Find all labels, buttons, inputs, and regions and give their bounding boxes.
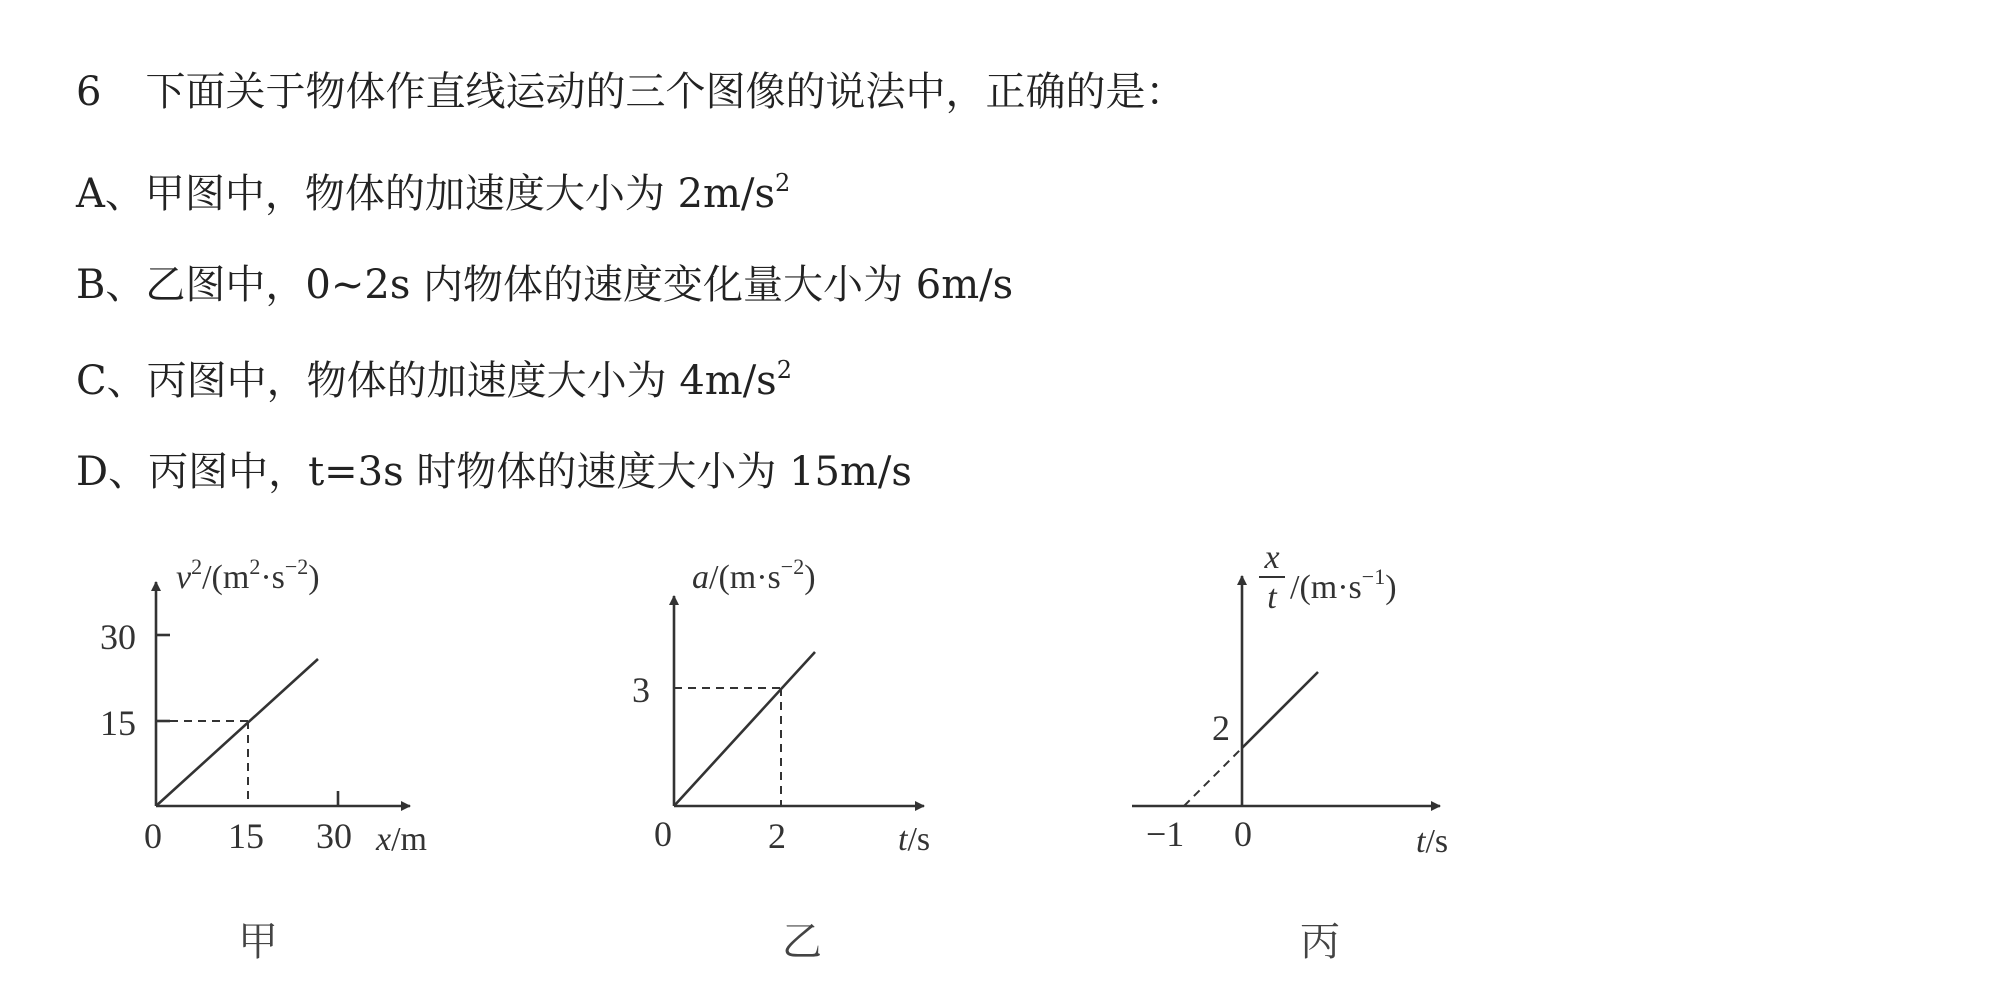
guide-dashed [1184,748,1242,806]
y-tick-label: 15 [100,703,136,743]
graph-line [156,659,318,806]
x-tick-label: 0 [654,814,672,854]
option-superscript: 2 [776,356,792,384]
x-tick-label: 15 [228,816,264,856]
option-letter: B [76,262,106,308]
option-letter: C [76,358,107,404]
figure-jia [100,554,427,965]
option-text: 、甲图中，物体的加速度大小为 2m/s [104,171,775,217]
y-axis-label [1259,539,1397,616]
x-tick-label: 0 [144,816,162,856]
svg-text:t: t [1267,579,1277,616]
x-tick-label: 30 [316,816,352,856]
option-letter: D [76,449,109,495]
figure-caption: 乙 [782,919,822,965]
question-stem-text: 下面关于物体作直线运动的三个图像的说法中，正确的是： [145,69,1186,115]
svg-text:/(m·s−1): $/(m\cdot s^{-1})$ [1290,564,1397,606]
y-axis-label: $a/(m\cdot s^{-2})$ [692,554,816,596]
option-letter: A [76,171,105,217]
option-text: 、丙图中，t=3s 时物体的速度大小为 15m/s [108,449,912,495]
figure-caption: 甲 [238,919,278,965]
graph-line [674,652,815,806]
figure-caption: 丙 [1300,919,1340,965]
y-tick-label: 30 [100,617,136,657]
y-tick-label: 3 [632,670,650,710]
option-text: 、丙图中，物体的加速度大小为 4m/s [106,358,777,404]
x-axis-label: x/m [376,821,427,858]
x-tick-label: 0 [1234,814,1252,854]
figure-bing [1132,539,1448,965]
y-tick-label: 2 [1212,708,1230,748]
x-axis-label: t/s [898,821,931,858]
svg-text:x: x [1264,539,1280,576]
question-number: 6 [76,69,102,115]
option-superscript: 2 [775,169,791,197]
x-tick-label: 2 [768,816,786,856]
x-axis-label: t/s [1416,823,1449,860]
x-tick-label: −1 [1146,814,1185,854]
option-text: 、乙图中，0~2s 内物体的速度变化量大小为 6m/s [105,262,1014,308]
y-axis-label: $v^2/(m^2\cdot s^{-2})$ [176,554,320,596]
figure-yi [632,554,930,965]
graph-line [1242,672,1318,748]
